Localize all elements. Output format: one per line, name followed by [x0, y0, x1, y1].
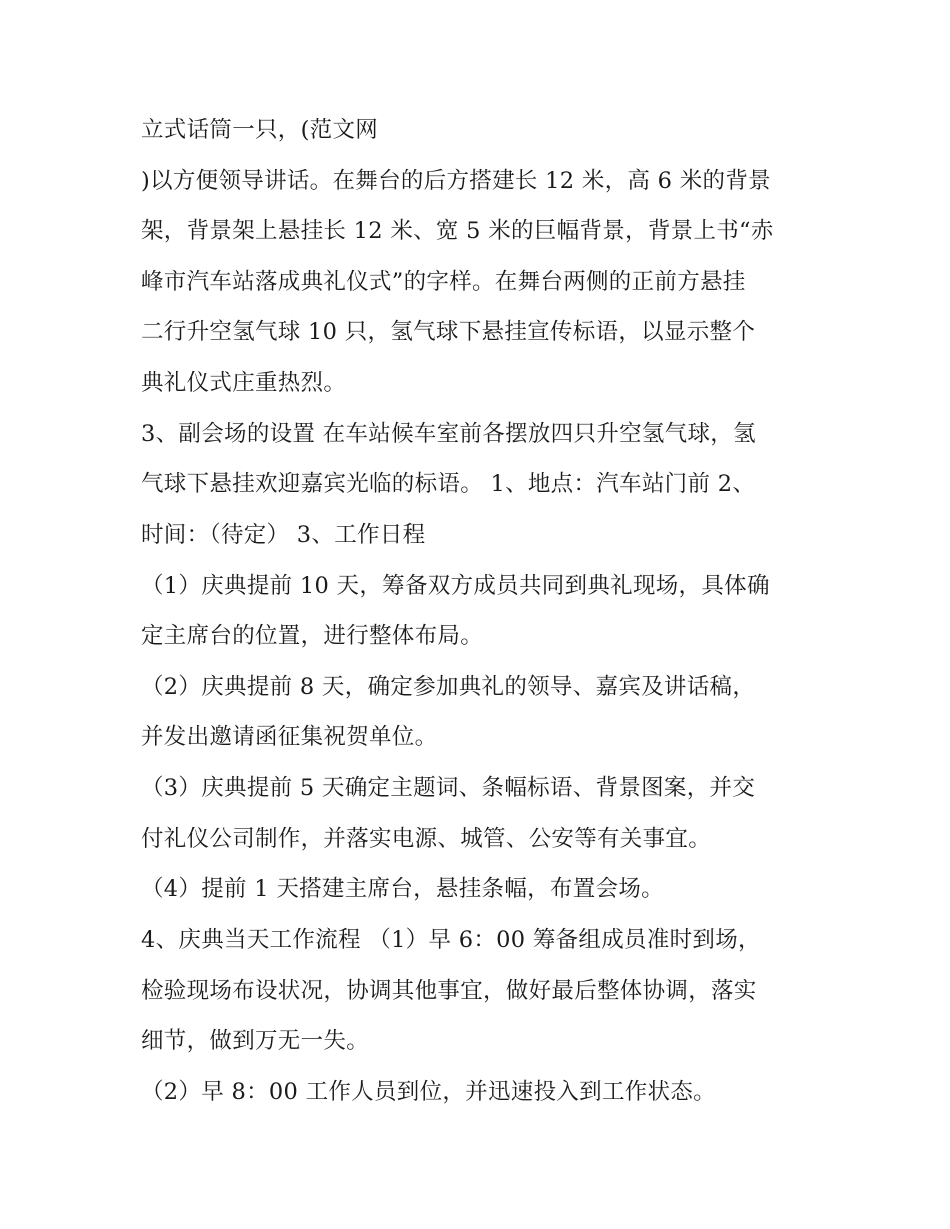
- text-line: )以方便领导讲话。在舞台的后方搭建长 12 米，高 6 米的背景: [141, 168, 771, 194]
- text-line: （3）庆典提前 5 天确定主题词、条幅标语、背景图案，并交: [141, 775, 756, 801]
- text-line: 架，背景架上悬挂长 12 米、宽 5 米的巨幅背景，背景上书“赤: [141, 218, 774, 244]
- text-line: 时间：（待定） 3、工作日程: [141, 522, 426, 548]
- text-line: 3、副会场的设置 在车站候车室前各摆放四只升空氢气球，氢: [141, 421, 756, 447]
- text-line: 细节，做到万无一失。: [141, 1028, 370, 1054]
- text-line: 峰市汽车站落成典礼仪式”的字样。在舞台两侧的正前方悬挂: [141, 269, 746, 295]
- text-line: 气球下悬挂欢迎嘉宾光临的标语。 1、地点：汽车站门前 2、: [141, 471, 756, 497]
- text-line: （4）提前 1 天搭建主席台，悬挂条幅，布置会场。: [141, 876, 664, 902]
- text-line: 付礼仪公司制作，并落实电源、城管、公安等有关事宜。: [141, 826, 712, 852]
- text-line: 并发出邀请函征集祝贺单位。: [141, 724, 438, 750]
- text-line: 典礼仪式庄重热烈。: [141, 370, 347, 396]
- text-line: 二行升空氢气球 10 只，氢气球下悬挂宣传标语，以显示整个: [141, 319, 756, 345]
- text-line: 立式话筒一只，(范文网: [141, 117, 379, 143]
- text-line: 4、庆典当天工作流程 （1）早 6：00 筹备组成员准时到场，: [141, 927, 761, 953]
- text-line: 定主席台的位置，进行整体布局。: [141, 623, 484, 649]
- text-line: （2）庆典提前 8 天，确定参加典礼的领导、嘉宾及讲话稿，: [141, 674, 756, 700]
- text-line: 检验现场布设状况，协调其他事宜，做好最后整体协调，落实: [141, 978, 757, 1004]
- text-line: （2）早 8：00 工作人员到位，并迅速投入到工作状态。: [141, 1079, 716, 1105]
- text-line: （1）庆典提前 10 天，筹备双方成员共同到典礼现场，具体确: [141, 573, 770, 599]
